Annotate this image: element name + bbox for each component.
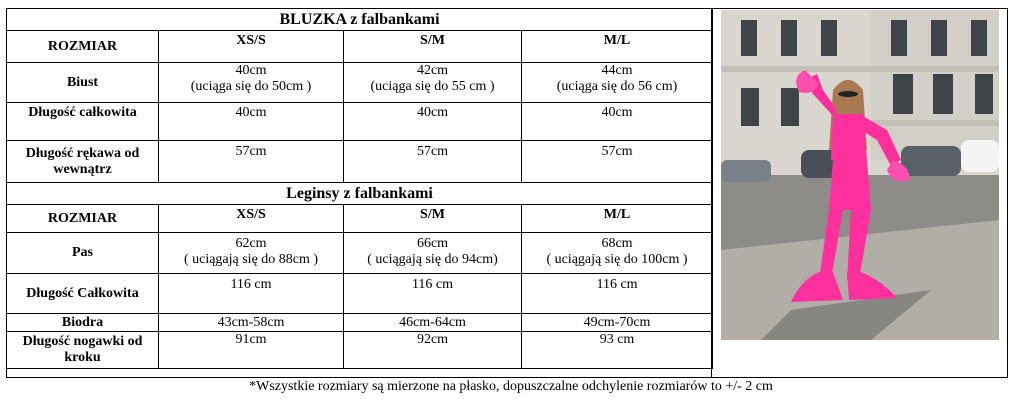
product-photo-cell (711, 8, 1008, 378)
leggings-size-label: ROZMIAR (7, 205, 159, 233)
leggings-waist-s-m: 66cm ( uciągają się do 94cm) (344, 233, 522, 274)
size-table (6, 8, 713, 369)
leggings-title: Leginsy z falbankami (7, 183, 713, 205)
leggings-size-s-m: S/M (344, 205, 522, 233)
blouse-length-m-l: 40cm (522, 103, 713, 141)
blouse-sleeve-s-m: 57cm (344, 141, 522, 183)
product-photo (721, 10, 999, 340)
leggings-waist-m-l: 68cm ( uciągają się do 100cm ) (522, 233, 713, 274)
blouse-row-length-label: Długość całkowita (7, 103, 159, 141)
leggings-length-m-l: 116 cm (522, 274, 713, 314)
blouse-bust-xs-s: 40cm (uciąga się do 50cm ) (159, 63, 344, 103)
blouse-row-sleeve-label: Długość rękawa od wewnątrz (7, 141, 159, 183)
footnote: *Wszystkie rozmiary są mierzone na płasko, dopuszczalne odchylenie rozmiarów to +/- 2 cm (249, 379, 773, 394)
blouse-length-xs-s: 40cm (159, 103, 344, 141)
blouse-length-s-m: 40cm (344, 103, 522, 141)
blouse-size-label: ROZMIAR (7, 31, 159, 63)
leggings-inseam-s-m: 92cm (344, 332, 522, 369)
leggings-size-m-l: M/L (522, 205, 713, 233)
leggings-size-xs-s: XS/S (159, 205, 344, 233)
blouse-size-m-l: M/L (522, 31, 713, 63)
blouse-bust-m-l: 44cm (uciąga się do 56 cm) (522, 63, 713, 103)
leggings-row-waist-label: Pas (7, 233, 159, 274)
leggings-row-inseam-label: Długość nogawki od kroku (7, 332, 159, 369)
blouse-sleeve-m-l: 57cm (522, 141, 713, 183)
leggings-hips-s-m: 46cm-64cm (344, 314, 522, 332)
blouse-sleeve-xs-s: 57cm (159, 141, 344, 183)
leggings-inseam-xs-s: 91cm (159, 332, 344, 369)
leggings-row-hips-label: Biodra (7, 314, 159, 332)
leggings-inseam-m-l: 93 cm (522, 332, 713, 369)
leggings-hips-xs-s: 43cm-58cm (159, 314, 344, 332)
leggings-hips-m-l: 49cm-70cm (522, 314, 713, 332)
blouse-bust-s-m: 42cm (uciąga się do 55 cm ) (344, 63, 522, 103)
blouse-title: BLUZKA z falbankami (7, 9, 713, 31)
blouse-size-s-m: S/M (344, 31, 522, 63)
leggings-length-s-m: 116 cm (344, 274, 522, 314)
blouse-row-bust-label: Biust (7, 63, 159, 103)
leggings-waist-xs-s: 62cm ( uciągają się do 88cm ) (159, 233, 344, 274)
blouse-size-xs-s: XS/S (159, 31, 344, 63)
leggings-length-xs-s: 116 cm (159, 274, 344, 314)
leggings-row-length-label: Długość Całkowita (7, 274, 159, 314)
